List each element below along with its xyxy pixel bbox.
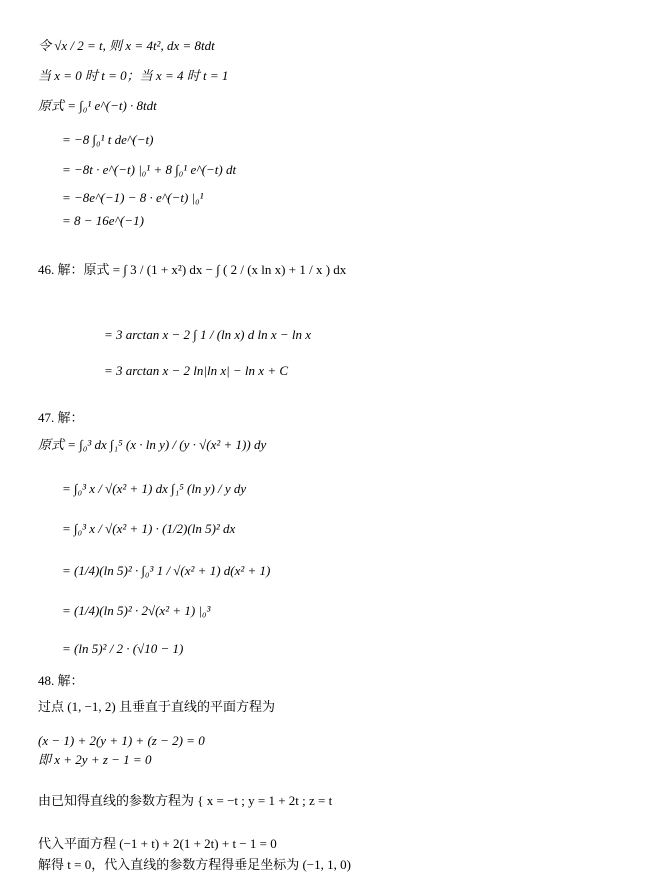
text-line: 47. 解： bbox=[38, 410, 84, 425]
text-line: = (1/4)(ln 5)² · 2√(x² + 1) |₀³ bbox=[62, 603, 211, 618]
text-line: = 3 arctan x − 2 ln|ln x| − ln x + C bbox=[104, 363, 289, 378]
text-line: 由已知得直线的参数方程为 { x = −t ; y = 1 + 2t ; z = t bbox=[38, 793, 333, 808]
text-line: = −8e^(−1) − 8 · e^(−t) |₀¹ bbox=[62, 190, 204, 205]
text-line: = 8 − 16e^(−1) bbox=[62, 213, 144, 228]
text-line: 代入平面方程 (−1 + t) + 2(1 + 2t) + t − 1 = 0 bbox=[38, 836, 277, 851]
text-line: (x − 1) + 2(y + 1) + (z − 2) = 0 bbox=[38, 733, 205, 748]
text-line: = (ln 5)² / 2 · (√10 − 1) bbox=[62, 641, 184, 656]
text-line: = ∫₀³ x / √(x² + 1) · (1/2)(ln 5)² dx bbox=[62, 521, 236, 536]
text-line: 46. 解：原式 = ∫ 3 / (1 + x²) dx − ∫ ( 2 / (x ln x) + 1 / x ) dx bbox=[38, 262, 347, 277]
text-line: 过点 (1, −1, 2) 且垂直于直线的平面方程为 bbox=[38, 699, 275, 714]
text-line: = 3 arctan x − 2 ∫ 1 / (ln x) d ln x − ln x bbox=[104, 327, 312, 342]
text-line: 原式 = ∫₀³ dx ∫₁⁵ (x · ln y) / (y · √(x² + 1)) dy bbox=[38, 437, 267, 452]
text-line: = −8t · e^(−t) |₀¹ + 8 ∫₀¹ e^(−t) dt bbox=[62, 162, 237, 177]
text-line: 原式 = ∫₀¹ e^(−t) · 8tdt bbox=[38, 98, 157, 113]
text-line: 48. 解： bbox=[38, 673, 84, 688]
text-line: 令 √x / 2 = t, 则 x = 4t², dx = 8tdt bbox=[38, 38, 215, 53]
text-line: 即 x + 2y + z − 1 = 0 bbox=[38, 752, 152, 767]
text-line: 解得 t = 0，代入直线的参数方程得垂足坐标为 (−1, 1, 0) bbox=[38, 857, 351, 872]
text-line: = (1/4)(ln 5)² · ∫₀³ 1 / √(x² + 1) d(x² + 1) bbox=[62, 563, 271, 578]
text-line: = −8 ∫₀¹ t de^(−t) bbox=[62, 132, 154, 147]
text-line: 当 x = 0 时 t = 0；当 x = 4 时 t = 1 bbox=[38, 68, 229, 83]
text-line: = ∫₀³ x / √(x² + 1) dx ∫₁⁵ (ln y) / y dy bbox=[62, 481, 247, 496]
